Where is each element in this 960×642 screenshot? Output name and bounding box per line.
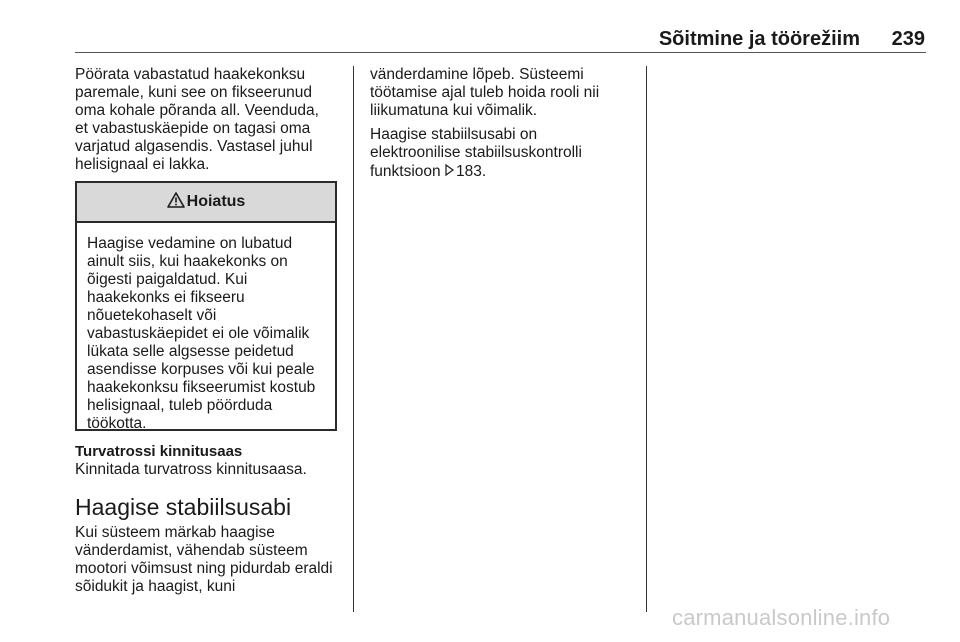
middle-paragraph-2-text: Haagise stabiilsusabi on elektroonilise stabiilsuskontrolli funktsioon	[370, 126, 582, 180]
warning-header	[77, 183, 335, 223]
subheading: Turvatrossi kinnitusaas	[75, 443, 243, 460]
page-reference-icon	[445, 162, 454, 180]
warning-title: Hoiatus	[186, 193, 246, 210]
watermark: carmanualsonline.info	[672, 605, 891, 630]
section-title: Haagise stabiilsusabi	[75, 494, 292, 520]
subheading-text: Kinnitada turvatross kinnitusaasa.	[75, 461, 307, 478]
warning-triangle-icon	[167, 192, 185, 213]
left-column-lower	[75, 443, 350, 596]
page-header-title: Sõitmine ja töörežiim	[658, 28, 860, 50]
page-number: 239	[891, 28, 925, 50]
intro-paragraph: Pöörata vabastatud haakekonksu paremale, kuni see on fikseerunud oma kohale põranda all. Veenduda, et vabastuskäepide on tagasi oma varjatud algasendis. Vastasel juhul helisignaal ei lakka.	[75, 66, 319, 173]
middle-column	[370, 66, 640, 181]
left-column-intro	[75, 66, 345, 174]
column-divider-left	[353, 66, 354, 612]
middle-paragraph-2	[370, 126, 640, 181]
section-paragraph: Kui süsteem märkab haagise vänderdamist, vähendab süsteem mootori võimsust ning pidurdab eraldi sõidukit ja haagist, kuni	[75, 524, 333, 595]
page-reference-number[interactable]: 183.	[455, 163, 487, 180]
header-rule	[75, 52, 926, 53]
column-divider-right	[646, 66, 647, 612]
middle-paragraph-1: vänderdamine lõpeb. Süsteemi töötamise ajal tuleb hoida rooli nii liikumatuna kui võimalik.	[370, 66, 600, 119]
warning-text: Haagise vedamine on lubatud ainult siis, kui haakekonks on õigesti paigaldatud. Kui haakekonks ei fikseeru nõuetekohaselt või vabastuskäepidet ei ole võimalik lükata selle algsesse peidetud asendisse korpuses või kui peale haakekonksu fikseerumist kostub helisignaal, tuleb pöörduda töökotta.	[87, 235, 316, 432]
warning-box	[75, 181, 337, 431]
